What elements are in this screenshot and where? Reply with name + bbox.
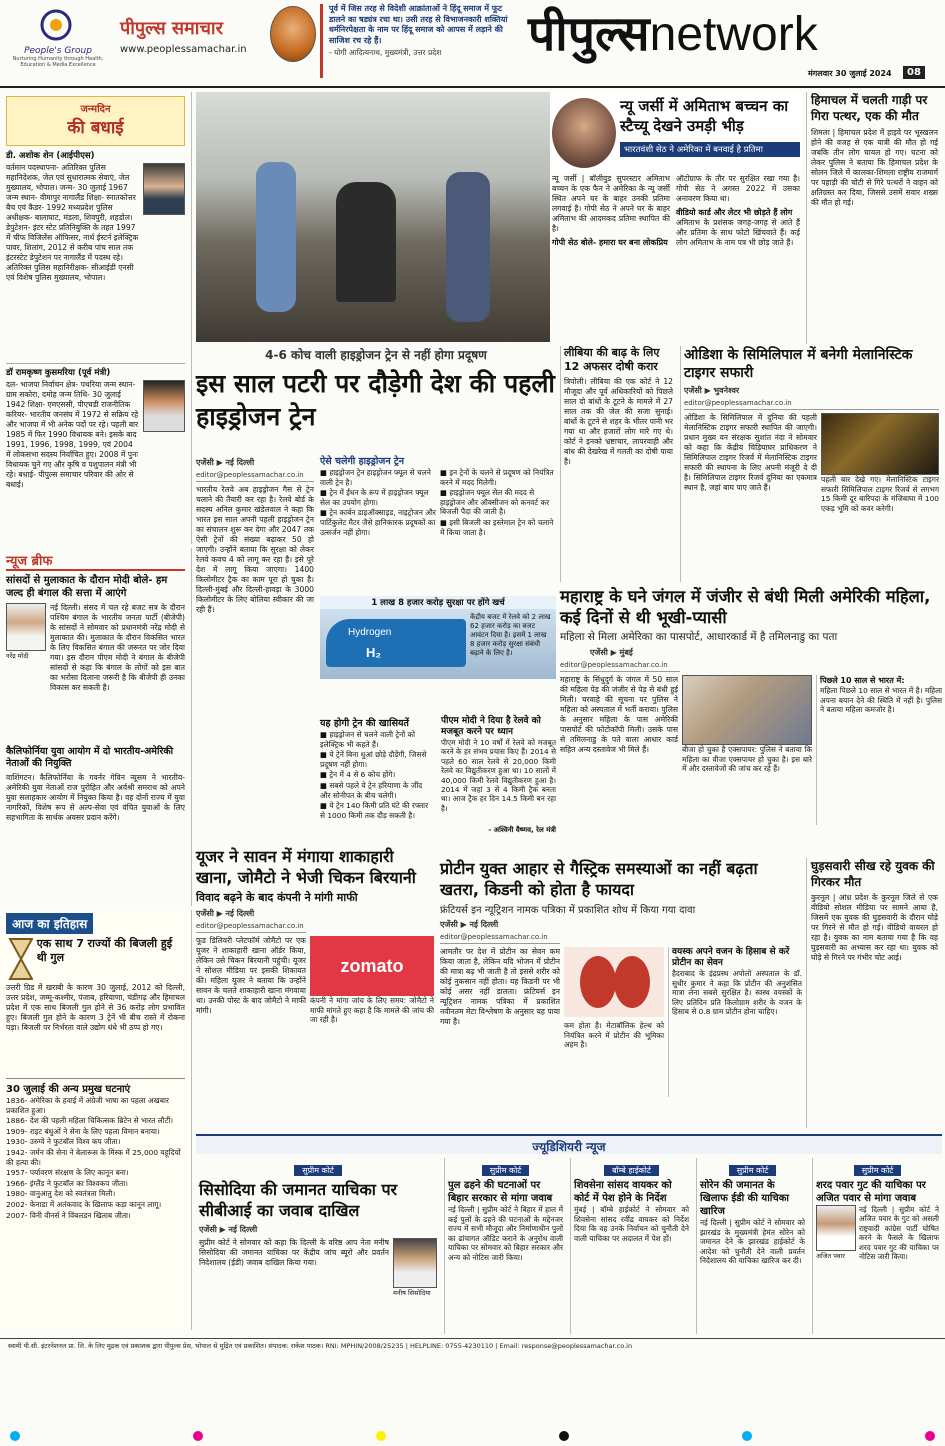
hydrogen-kicker: 4-6 कोच वाली हाइड्रोजन ट्रेन से नहीं होगा प्रदूषण [265,348,487,362]
hydrogen-headline: इस साल पटरी पर दौड़ेगी देश की पहली हाइड्रोजन ट्रेन [196,369,555,431]
brief-headline-1: सांसदों से मुलाकात के दौरान मोदी बोले- हम जल्द ही बंगाल की सत्ता में आएंगे [6,575,168,599]
maharashtra-byline: एजेंसी ▶ मुंबई [590,648,633,657]
title-english: network [649,8,818,61]
maharashtra-subhead: महिला से मिला अमेरिका का पासपोर्ट, आधारकार्ड में है तमिलनाडु का पता [560,631,838,643]
sisodia-photo [393,1238,437,1288]
feature-item: ■ सबसे पहले ये ट्रेन हरियाणा के जींद और सोनीपत के बीच चलेगी। [320,780,423,800]
amitabh-sub1: गोपी सेठ बोले- हमारा घर बना लोकप्रिय [552,238,668,247]
soren-story [696,1158,808,1334]
statue-figure [336,182,396,302]
pawar-story [812,1158,942,1334]
odisha-headline: ओडिशा के सिमिलिपाल में बनेगी मेलानिस्टिक टाइगर सफारी [684,347,913,381]
judiciary-label: ज्यूडिशियरी न्यूज [532,1140,606,1154]
quote-box [320,4,510,78]
hydrogen-lower [320,716,556,844]
zomato-byline: एजेंसी ▶ नई दिल्ली [196,909,255,918]
pm-text: पीएम मोदी ने 10 वर्षों में रेलवे को मजबूत करने के हर संभव प्रयास किए हैं। 2014 से पहले 60 साल रेलवे से 20,000 किमी रेलवे का विद्युतीकरण हुआ था। 10 सालों में 40,000 किमी रेलवे विद्युतीकरण हुआ है। 2014 में जहां 3 से 4 किमी ट्रैक बनता था। आज ट्रैक हर दिन 14.5 किमी बन रहा है। [441,738,556,813]
peoples-group-logo-icon [36,8,76,42]
protein-sidebar-title: वयस्क अपने वजन के हिसाब से करें प्रोटीन का सेवन [672,947,790,968]
event-item: 1836- अमेरिका के हवाई में अंग्रेजी भाषा का पहला अखबार प्रकाशित हुआ। [6,1096,169,1115]
soren-body: नई दिल्ली | सुप्रीम कोर्ट ने सोमवार को झारखंड के मुख्यमंत्री हेमंत सोरेन को जमानत देने के झारखंड हाईकोर्ट के आदेश को चुनौती देने वाली प्रवर्तन निदेशालय की याचिका खारिज कर दी। [700,1218,805,1266]
sisodia-tag: सुप्रीम कोर्ट [294,1165,342,1176]
zomato-logo-text: zomato [340,955,404,976]
h2-label: H₂ [366,645,382,660]
person1-details: वर्तमान पदस्थापना- अतिरिक्त पुलिस महानिदेशक, जेल एवं सुधारात्मक सेवाएं, जेल मुख्यालय, भोपाल। जन्म- 30 जुलाई 1967 जन्म स्थान- वीमापुर नागालैंड शिक्षा- स्नातकोत्तर बैच एवं कैडर- 1992 मध्यप्रदेश पुलिस अधीक्षक- बालाघाट, मंडला, शिवपुरी, शहडोल। डेपुटेशन- इंटर स्टेट प्रतिनियुक्ति के तहत 1997 में चीफ विजिलेंस ऑफिसर, नार्थ ईस्टर्न इलेक्ट्रिक पावर, शिलांग, 2012 से करीब पांच साल तक इंटरस्टेट डेपुटेशन पर नागालैंड में पदस्थ रहे। अतिरिक्त पुलिस महानिरीक्षक- सीआईडी एनसी एवं विशेष पुलिस मुख्यालय, भोपाल। [6,163,139,282]
birthday-heading-big: की बधाई [67,118,124,138]
yogi-photo [270,6,316,62]
event-item: 1942- जर्मन की सेना ने बेलारूस के मिंस्क में 25,000 यहूदियों की हत्या की। [6,1147,181,1167]
paper-brand [120,16,260,55]
maharashtra-headline: महाराष्ट्र के घने जंगल में जंजीर से बंधी मिली अमेरिकी महिला, कई दिनों से थी भूखी-प्यासी [560,587,931,627]
zomato-story [196,846,434,1136]
sisodia-body: सुप्रीम कोर्ट ने सोमवार को कहा कि दिल्ली के वरिष्ठ आप नेता मनीष सिसोदिया की जमानत याचिका पर केंद्रीय जांच ब्यूरो और प्रवर्तन निदेशालय (ईडी) जवाब दाखिल किया गया। [199,1238,389,1267]
person1-photo [143,163,185,215]
shivsena-headline: शिवसेना सांसद वायकर को कोर्ट में पेश होने के निर्देश [574,1180,672,1204]
maharashtra-sidebar-text: महिला पिछले 10 साल से भारत में है। महिला अपना बयान देने की स्थिति में नहीं है। पुलिस ने बताया महिला कमजोर है। [820,686,942,715]
shivsena-tag: बॉम्बे हाईकोर्ट [604,1165,659,1176]
hydrogen-how-title: ऐसे चलेगी हाइड्रोजन ट्रेन [320,456,404,467]
person-figure [446,172,490,322]
event-item: 1957- पर्यावरण संरक्षण के लिए कानून बना। [6,1168,129,1178]
bihar-tag: सुप्रीम कोर्ट [482,1165,530,1176]
protein-headline: प्रोटीन युक्त आहार से गैस्ट्रिक समस्याओं का नहीं बढ़ता खतरा, किडनी को होता है फायदा [440,859,758,899]
himachal-story [806,92,942,344]
horse-story [806,858,942,1128]
events-list [6,1096,185,1220]
bihar-story [444,1158,566,1334]
amitabh-body3: अमिताभ के प्रशंसक जगह-जगह से आते हैं और प्रतिमा के साथ फोटो खिंचवाते हैं। कई लोग अमिताभ के नाम पत्र भी छोड़ जाते हैं। [676,218,800,247]
maharashtra-body: महाराष्ट्र के सिंधुदुर्ग के जंगल में 50 साल की महिला पेड़ की जंजीर से पेड़ से बंधी हुई मिली। चरवाहे की सूचना पर पुलिस ने महिला को अस्पताल में भर्ती कराया। पुलिस के अनुसार महिला के पास अमेरिकी पासपोर्ट की फोटोकॉपी मिली। उसके पास से तमिलनाडु के पते वाला आधार कार्ड सहित अन्य दस्तावेज भी मिले हैं। [560,675,678,754]
maharashtra-email[interactable]: editor@peoplessamachar.co.in [560,661,680,672]
itihas-text: उत्तरी ग्रिड में खराबी के कारण 30 जुलाई, 2012 को दिल्ली, उत्तर प्रदेश, जम्मू-कश्मीर, पंजाब, हरियाणा, चंडीगढ़ और हिमाचल प्रदेश में एक साथ बिजली गुल होने से 36 करोड़ लोग प्रभावित हुए। बिजली गुल होने के कारण 3 ट्रेनें भी बीच रास्ते में रोकना पड़ा। बिजली पर निर्भरता वाले उद्योग धंधे भी ठप्प हो गए। [6,983,185,1032]
event-item: 1980- वानुआतु देश को स्वतंत्रता मिली। [6,1189,116,1199]
itihas-label: आज का इतिहास [6,913,93,934]
birthday-section [0,92,192,544]
himachal-headline: हिमाचल में चलती गाड़ी पर गिरा पत्थर, एक की मौत [811,93,928,123]
news-brief-label: न्यूज ब्रीफ [6,551,185,571]
person1-name: डी. अशोक शेन (आईपीएस) [6,151,95,161]
libya-body: त्रिपोली। लीबिया की एक कोर्ट ने 12 मौजूदा और पूर्व अधिकारियों को पिछले साल दो बांधों के टूटने के मामले में 27 साल तक की जेल की सजा सुनाई। बांधों के टूटने से शहर के भीतर पानी भर गया था और हजारों लोग मारे गए थे। कोर्ट ने इनको भ्रष्टाचार, लापरवाही और बांध की देखरेख में गलती का दोषी पाया है। [564,377,673,466]
feature-item: ■ ये ट्रेनें बिना धुआं छोड़े दौड़ेंगी, जिससे प्रदूषण नहीं होगा। [320,750,427,769]
quote-author: - योगी आदित्यनाथ, मुख्यमंत्री, उत्तर प्रदेश [329,48,442,57]
hydrogen-byline: एजेंसी ▶ नई दिल्ली [196,458,255,467]
features-list [320,730,435,820]
paper-name: पीपुल्स समाचार [120,18,223,39]
how-point: ■ ट्रेन में ईंधन के रूप में हाइड्रोजन फ्यूल सेल का उपयोग होगा। [320,488,429,507]
how-list-2 [440,467,556,537]
libya-headline: लीबिया की बाढ़ के लिए 12 अफसर दोषी करार [564,346,660,373]
brief-text-1: नई दिल्ली। संसद में चल रहे बजट सत्र के दौरान पश्चिम बंगाल के भारतीय जनता पार्टी (बीजेपी) के सांसदों ने सोमवार को प्रधानमंत्री नरेंद्र मोदी से मुलाकात की। मुलाकात के दौरान विकसित भारत के लिए विकसित बंगाल की जरूरत पर जोर दिया गया। इस दौरान पीएम मोदी ने बंगाल के बीजेपी सांसदों से कहा कि बंगाल के लोगों को इस बात का भरोसा दिलाना जरूरी है कि बीजेपी ही उनका विकास कर सकती है। [50,603,185,692]
libya-story [560,346,676,582]
itihas-section [0,910,192,1330]
date: मंगलवार 30 जुलाई 2024 [808,69,892,78]
amitabh-subhead: भारतवंशी सेठ ने अमेरिका में बनवाई है प्रतिमा [620,142,800,157]
zomato-body: फूड डिलिवरी प्लेटफॉर्म जोमैटो पर एक यूजर ने शाकाहारी खाना ऑर्डर किया, लेकिन उसे चिकन बिरयानी पहुंची। यूजर ने सोशल मीडिया पर इसकी शिकायत की। महिला यूजर ने बताया कि उन्होंने सावन के चलते शाकाहारी खाना मंगवाया था। उनकी पोस्ट के बाद जोमैटो ने माफी मांगी। [196,936,306,1015]
pawar-photo [816,1205,856,1251]
section-title [528,0,928,66]
news-brief-section [0,548,192,906]
train-label: Hydrogen [348,627,392,638]
itihas-headline: एक साथ 7 राज्यों की बिजली हुई थी गुल [36,937,173,964]
odisha-email[interactable]: editor@peoplessamachar.co.in [684,399,939,410]
website[interactable]: www.peoplessamachar.in [120,44,247,55]
zomato-headline: यूजर ने सावन में मंगाया शाकाहारी खाना, जोमैटो ने भेजी चिकन बिरयानी [196,847,416,887]
quote-text: पूर्व में जिस तरह से विदेशी आक्रांताओं ने हिंदू समाज में फूट डालने का षड्यंत्र रचा था। उसी तरह से विभाजनकारी शक्तियां धर्मनिरपेक्षता के नाम पर हिंदू समाज को आपस में लड़ाने की साजिश रच रहे हैं। [329,4,508,45]
amitabh-col2 [676,174,800,340]
person-figure [256,162,296,312]
maharashtra-sidebar-title: पिछले 10 साल से भारत में: [820,676,905,685]
sisodia-caption: मनीष सिसोदिया [393,1289,431,1297]
hydrogen-email[interactable]: editor@peoplessamachar.co.in [196,471,314,482]
hydrogen-story [196,346,556,742]
events-title: 30 जुलाई की अन्य प्रमुख घटनाएं [6,1078,185,1095]
amitabh-story [196,92,802,342]
features-box [320,716,435,835]
feature-item: ■ ट्रेन में 4 से 6 कोच होंगे। [320,770,396,780]
sisodia-byline: एजेंसी ▶ नई दिल्ली [199,1225,258,1234]
how-point: ■ ट्रेन कार्बन डाइऑक्साइड, नाइट्रोजन और पार्टिकुलेट मैटर जैसे हानिकारक प्रदूषकों का उत्सर्जन नहीं होगा। [320,508,436,537]
group-logo [8,8,108,78]
kidney-icon [564,947,664,1017]
sisodia-story [196,1158,440,1334]
pawar-body: नई दिल्ली | सुप्रीम कोर्ट ने अजित पवार के गुट को असली राष्ट्रवादी कांग्रेस पार्टी घोषित करने के फैसले के खिलाफ शरद पवार गुट की याचिका पर नोटिस जारी किया। [859,1205,939,1262]
zomato-subhead: विवाद बढ़ने के बाद कंपनी ने मांगी माफी [196,891,358,904]
birthday-header [6,96,185,146]
event-item: 1909- राइट बंधुओं ने सेना के लिए पहला विमान बनाया। [6,1126,160,1136]
odisha-byline: एजेंसी ▶ भुवनेश्वर [684,386,740,395]
group-name: People's Group [24,46,92,56]
train-graphic [320,596,556,680]
pawar-tag: सुप्रीम कोर्ट [854,1165,902,1176]
feature-item: ■ हाइड्रोजन से चलने वाली ट्रेनों को इलेक्ट्रिक भी कहते हैं। [320,730,416,749]
hydrogen-how-box [320,454,556,537]
soren-tag: सुप्रीम कोर्ट [729,1165,777,1176]
soren-headline: सोरेन की जमानत के खिलाफ ईडी की याचिका खारिज [700,1180,790,1217]
himachal-body: शिमला | हिमाचल प्रदेश में हाइवे पर भूस्खलन होने की वजह से एक यात्री की मौत हो गई जबकि तीन लोग घायल हो गए। घटना को लेकर पुलिस ने बताया कि हिमाचल प्रदेश के सोलन जिले में कालका-शिमला राष्ट्रीय राजमार्ग पर पहाड़ी की चोटी से गिरे पत्थरों ने वाहन को क्षतिग्रस्त कर दिया, जिससे उसमें सवार शख्स की मौत हो गई। [811,128,938,207]
bihar-headline: पुल ढहने की घटनाओं पर बिहार सरकार से मांगा जवाब [448,1180,553,1204]
how-point: ■ इसी बिजली का इस्तेमाल ट्रेन को चलाने में किया जाता है। [440,517,554,537]
pawar-caption: अजित पवार [816,1252,845,1260]
maharashtra-story [560,586,942,854]
shivsena-story [570,1158,692,1334]
amitabh-face-photo [552,98,616,168]
odisha-body: ओडिशा के सिमिलिपाल में दुनिया की पहली मेलानिस्टिक टाइगर सफारी स्थापित की जाएगी। प्रधान मुख्य वन संरक्षक सुशांत नंदा ने सोमवार को कहा कि केंद्रीय चिड़ियाघर प्राधिकरण ने सिमिलिपाल टाइगर रिजर्व में मेलानिस्टिक टाइगर सफारी की स्थापना के लिए अपनी मंजूरी दे दी है। सिमिलिपाल टाइगर रिजर्व दुनिया का एकमात्र स्थान है, जहां बाघ पाए जाते हैं। [684,413,817,492]
event-item: 1930- उरुग्वे ने फुटबॉल विश्व कप जीता। [6,1137,121,1147]
hydrogen-body: भारतीय रेलवे अब हाइड्रोजन गैस से ट्रेन चलाने की तैयारी कर रहा है। रेलवे बोर्ड के सदस्य अनिल कुमार खंडेलवाल ने कहा कि भारत इस साल अपनी पहली हाइड्रोजन ट्रेन का संचालन शुरू कर देगा और 2047 तक ऐसी ट्रेनों की संख्या बढ़ाकर 50 हो जाएगी। उन्होंने बताया कि सुरक्षा को लेकर रेलवे कवच 4 को लागू कर रहा है। इसे पूरे देश में लागू किया जाएगा। 1400 किलोमीटर ट्रैक का काम पूरा हो चुका है। दिल्ली-मुंबई और दिल्ली-हावड़ा के 3000 किलोमीटर के लिए बोलिया स्वीकार की जा रही हैं। [196,485,314,614]
protein-subhead: फ्रंटियर्स इन न्यूट्रिशन नामक पत्रिका में प्रकाशित शोध में किया गया दावा [440,905,696,916]
pm-title: पीएम मोदी ने दिया है रेलवे को मजबूत करने पर ध्यान [441,716,541,737]
protein-caption: कम होता है। मेटाबॉलिक हेल्थ को नियंत्रित करने में प्रोटीन की भूमिका अहम है। [564,1021,664,1050]
person2-details: दल- भाजपा निर्वाचन क्षेत्र- पथरिया जन्म स्थान- ग्राम सकोरा, दमोह जन्म तिथि- 30 जुलाई 1942 शिक्षा- एमएससी, पीएचडी राजनीतिक करियर- भारतीय जनसंघ में 1972 से सक्रिय रहे और भाजपा में भी अनेक पदों पर रहे। पहली बार 1985 में फिर 1990 विधायक बने। इसके बाद 1991, 1996, 1998, 1999, एवं 2004 में लोकसभा सदस्य निर्वाचित हुए। 2008 में पुनः विधायक चुने गए और कृषि व पशुपालन मंत्री भी रहे। बधाई- पीपुल्स समाचार परिवार की ओर से बधाई। [6,380,139,489]
horse-body: कुरनूल | आंध्र प्रदेश के कुरनूल जिले से एक वीडियो सोशल मीडिया पर सामने आया है, जिसमें एक युवक की घुड़सवारी के दौरान घोड़े पर गिरने से मौत हो गई। वीडियो वायरल हो रहा है। युवक का नाम बताया गया है कि वह घुड़सवारी का अभ्यास कर रहा था। युवक को घोड़े से गिरने पर गंभीर चोट आई। [811,893,938,962]
zomato-logo [310,936,434,996]
pm-box [441,716,556,835]
horse-headline: घुड़सवारी सीख रहे युवक की गिरकर मौत [811,859,935,889]
amitabh-headline: न्यू जर्सी में अमिताभ बच्चन का स्टैच्यू देखने उमड़ी भीड़ [620,97,789,135]
how-point: ■ हाइड्रोजन ट्रेन हाइड्रोजन फ्यूल से चलने वाली ट्रेन है। [320,468,431,487]
odisha-story [680,346,942,582]
bihar-body: नई दिल्ली | सुप्रीम कोर्ट ने बिहार में हाल में कई पुलों के ढहने की घटनाओं के मद्देनजर राज्य में सभी मौजूदा और निर्माणाधीन पुलों का ढांचागत ऑडिट कराने के अनुरोध वाली याचिका पर सोमवार को बिहार सरकार और अन्य को नोटिस जारी किया। [448,1205,563,1262]
event-item: 1966- इंग्लैंड ने फुटबॉल का विश्वकप जीता। [6,1178,128,1188]
zomato-email[interactable]: editor@peoplessamachar.co.in [196,922,306,933]
pawar-headline: शरद पवार गुट की याचिका पर अजित पवार से मांगा जवाब [816,1180,926,1204]
hydrogen-col1 [196,454,314,721]
protein-sidebar-text: हैदराबाद के इंद्रप्रस्थ अपोलो अस्पताल के डॉ. सुधीर कुमार ने कहा कि प्रोटीन की अनुशंसित मात्रा लेना सबसे सुरक्षित है। स्वस्थ वयस्कों के लिए प्रतिदिन प्रति किलोग्राम शरीर के वजन के हिसाब से 0.8 ग्राम प्रोटीन होना चाहिए। [672,969,802,1017]
pm-author: - अश्विनी वैष्णव, रेल मंत्री [488,826,556,834]
brief-text-2: वाशिंगटन। कैलिफोर्निया के गवर्नर गेविन न्यूसम ने भारतीय-अमेरिकी युवा नेताओं राज पुरोहित और अर्वश्री समराथ को अपने युवा सलाहकार आयोग में नियुक्त किया है। वह दोनों राज्य में युवा नागरिकों, विशेष रूप से अल्प-सेवा एवं वंचित युवाओं के लिए सहभागिता के सार्थक अवसर प्रदान करेंगे। [6,773,185,822]
train-banner: 1 लाख 8 हजार करोड़ सुरक्षा पर होंगे खर्च [320,596,556,609]
event-item: 1886- देश की पहली महिला चिकित्सक ब्रिटेन से भारत लौटीं। [6,1116,174,1126]
shivsena-body: मुंबई | बॉम्बे हाईकोर्ट ने सोमवार को शिवसेना सांसद रवींद्र वायकर को निर्देश दिया कि वह उनके निर्वाचन को चुनौती देने वाली याचिका पर अदालत में पेश हों। [574,1205,689,1243]
amitabh-statue-photo [196,92,550,342]
protein-body: आमतौर पर देश में प्रोटीन का सेवन कम किया जाता है, लेकिन यदि भोजन में प्रोटीन की मात्रा बढ़ भी जाती है तो इससे शरीर को कोई नुकसान नहीं होता। यह किडनी पर भी कोई असर नहीं डालता। फ्रंटियर्स इन न्यूट्रिशन नामक पत्रिका में प्रकाशित नवीनतम मेटा विश्लेषण के अनुसार यह पाया गया है। [440,947,560,1026]
budget-note: केंद्रीय बजट में रेलवे को 2 लाख 62 हजार करोड़ का बजट आवंटन दिया है। इसमें 1 लाख 8 हजार करोड़ सुरक्षा संबंधी बढ़ाने के लिए है। [470,613,551,657]
sisodia-headline: सिसोदिया की जमानत याचिका पर सीबीआई का जवाब दाखिल [199,1180,398,1220]
footer-imprint: स्वामी पी.सी. इंटरनेशनल प्रा. लि. के लिए मुद्रक एवं प्रकाशक द्वारा पीपुल्स प्रेस, भोपाल से मुद्रित एवं प्रकाशित। संपादक: राकेश पाठक। RNI: MPHIN/2008/25235 | HELPLINE: 0755-4230110 | Email: response@peoplessamachar.co.in [8,1342,633,1350]
protein-email[interactable]: editor@peoplessamachar.co.in [440,933,560,944]
brief-headline-2: कैलिफोर्निया युवा आयोग में दो भारतीय-अमेरिकी नेताओं की नियुक्ति [6,746,174,769]
modi-photo [6,603,46,651]
title-hindi: पीपुल्स [528,6,650,62]
protein-story [440,858,802,1128]
woman-photo [682,675,812,745]
maharashtra-caption: बीजा हो चुका है एक्सपायर: पुलिस ने बताया कि महिला का वीजा एक्सपायर हो चुका है। इस बारे में और दस्तावेजों की जांच कर रहे हैं। [682,745,812,774]
event-item: 2002- केनाडा में अतंकवाद के खिलाफ कड़ा कानून लागू। [6,1199,162,1209]
amitabh-sub2: वीडियो कार्ड और लेटर भी छोड़ते हैं लोग [676,208,793,217]
judiciary-header [196,1134,942,1154]
feature-item: ■ ये ट्रेन 140 किमी प्रति घंटे की रफ्तार से 1000 किमी तक दौड़ सकती है। [320,801,429,820]
how-point: ■ इन ट्रेनों के चलने से प्रदूषण को नियंत्रित करने में मदद मिलेगी। [440,468,554,487]
registration-marks [0,1431,945,1443]
odisha-caption: पहली बार देखे गए। मेलानिस्टिक टाइगर सफारी सिमिलिपाल टाइगर रिजर्व से लगभग 15 किमी दूर बारिपदा के मंजिबाघा में 100 एकड़ भूमि को कवर करेगी। [821,475,939,513]
how-point: ■ हाइड्रोजन फ्यूल सेल की मदद से हाइड्रोजन और ऑक्सीजन को कनवर्ट कर बिजली पैदा की जाती है। [440,488,550,517]
masthead [0,0,945,88]
features-title: यह होगी ट्रेन की खासियतें [320,718,409,729]
person2-photo [143,380,185,432]
zomato-caption: कंपनी ने मांगा जांच के लिए समय: जोमैटो ने माफी मांगते हुए कहा है कि मामले की जांच की जा रही है। [310,996,434,1025]
modi-caption: नरेंद्र मोदी [6,652,29,660]
hydrogen-train-icon [326,619,466,667]
amitabh-col1 [552,174,670,340]
hourglass-icon [6,937,33,981]
birthday-heading-small: जन्मदिन [80,104,111,115]
amitabh-headline-box [552,92,802,172]
person2-name: डॉ रामकृष्ण कुसमरिया (पूर्व मंत्री) [6,363,185,378]
group-tagline: Nurturing Humanity through Health, Education & Media Excellence [12,56,104,68]
tiger-photo [821,413,939,475]
how-list-1 [320,467,436,537]
footer [0,1338,945,1446]
amitabh-body2: ऑटोग्राफ के तौर पर सुरक्षित रखा गया है। गोपी सेठ ने अगस्त 2022 में उसका अनावरण किया था। [676,174,800,203]
page-number: 08 [903,66,925,79]
protein-byline: एजेंसी ▶ नई दिल्ली [440,920,499,929]
event-item: 2007- विनी वीनर्स ने विंबलडन खिताब जीता। [6,1210,131,1220]
amitabh-body: न्यू जर्सी | बॉलीवुड सुपरस्टार अमिताभ बच्चन के एक फैन ने अमेरिका के न्यू जर्सी स्थित अपने घर के बाहर उनकी प्रतिमा लगवाई है। गोपी सेठ ने अपने घर के बाहर अमिताभ की आदमकद प्रतिमा स्थापित की है। [552,174,670,233]
